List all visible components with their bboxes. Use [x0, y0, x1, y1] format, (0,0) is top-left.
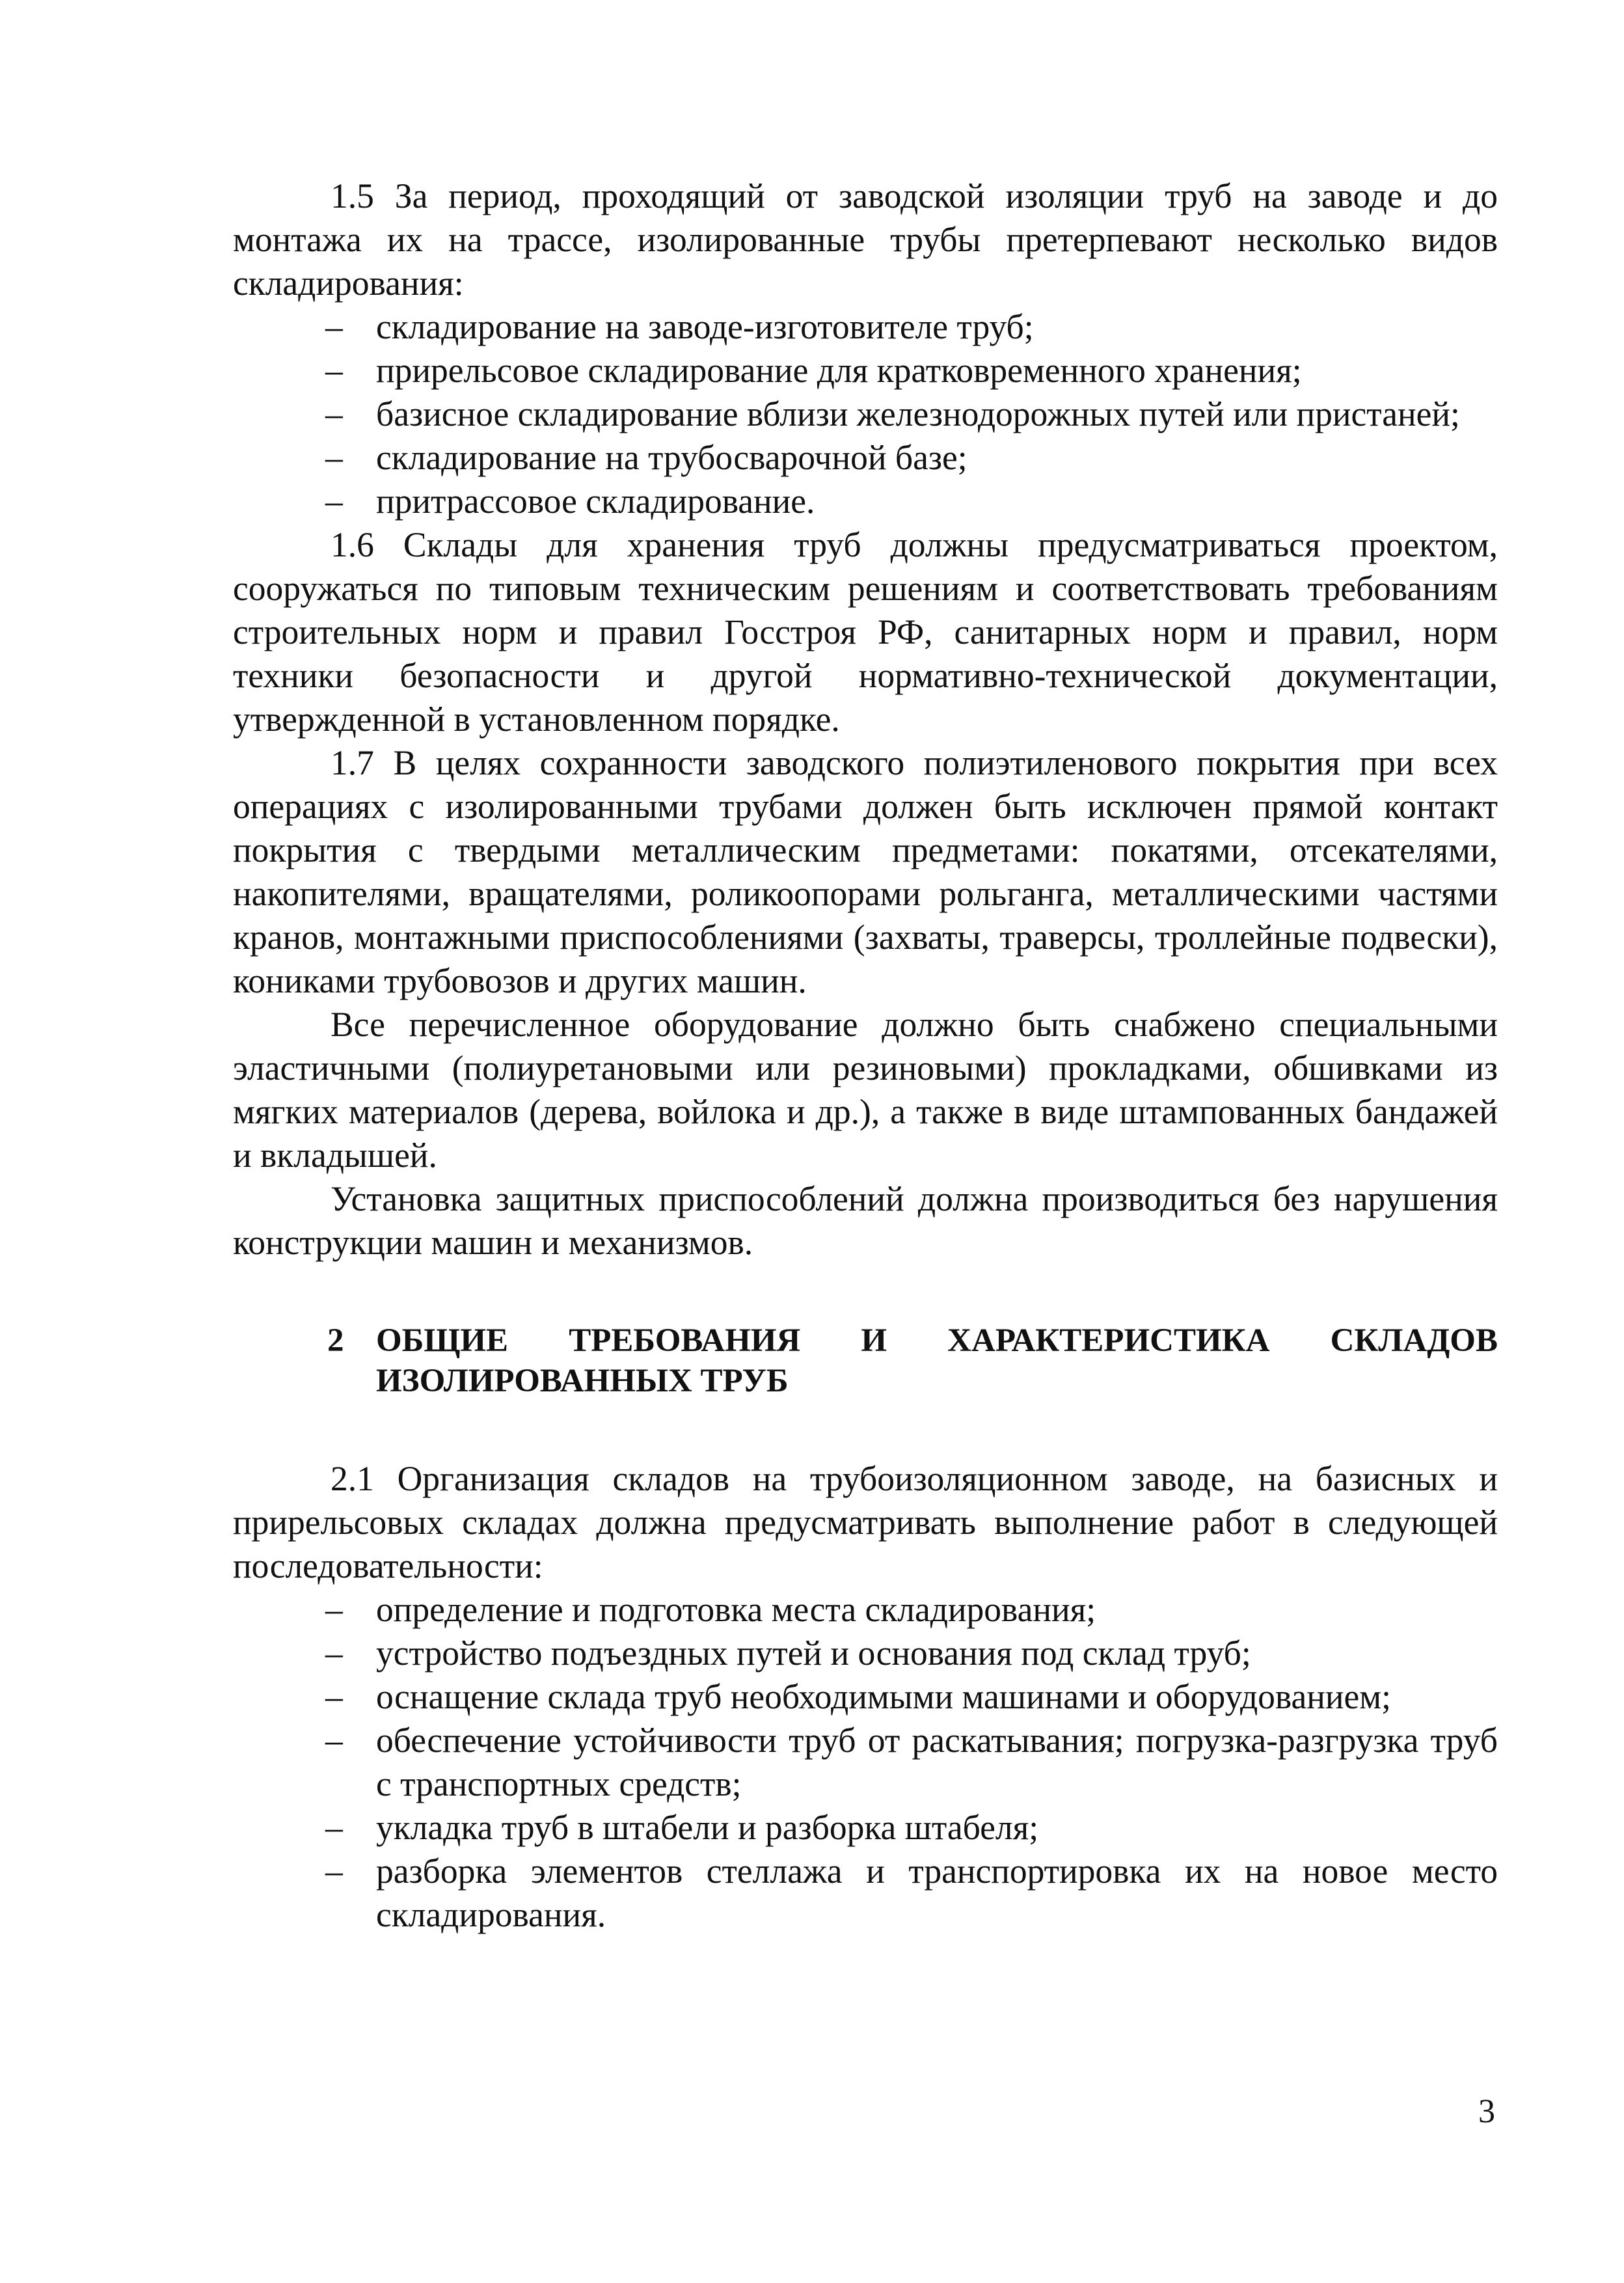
- storage-types-list: [233, 305, 1498, 523]
- list-item-text: определение и подготовка места складирования;: [376, 1590, 1096, 1629]
- dash-marker: –: [325, 438, 343, 477]
- dash-marker: –: [325, 1852, 343, 1891]
- paragraph-install: Установка защитных приспособлений должна производиться без нарушения конструкции машин и механизмов.: [233, 1179, 1498, 1262]
- list-item-text: притрассовое складирование.: [376, 482, 815, 521]
- list-item-text: обеспечение устойчивости труб от раскатывания; погрузка-разгрузка труб с транспортных средств;: [376, 1721, 1498, 1803]
- list-item: [233, 1588, 1498, 1632]
- list-item-text: укладка труб в штабели и разборка штабеля;: [376, 1808, 1039, 1847]
- list-item: [233, 436, 1498, 480]
- dash-marker: –: [325, 394, 343, 433]
- list-item-text: складирование на трубосварочной базе;: [376, 438, 968, 477]
- paragraph-1-5: 1.5 За период, проходящий от заводской изоляции труб на заводе и до монтажа их на трассе, изолированные трубы претерпевают несколько видов складирования:: [233, 176, 1498, 303]
- dash-marker: –: [325, 1634, 343, 1673]
- list-item: [233, 1850, 1498, 1937]
- paragraph-2-1: 2.1 Организация складов на трубоизоляционном заводе, на базисных и прирельсовых складах должна предусматривать выполнение работ в следующей последовательности:: [233, 1459, 1498, 1585]
- section-title: ОБЩИЕ ТРЕБОВАНИЯ И ХАРАКТЕРИСТИКА СКЛАДОВ ИЗОЛИРОВАННЫХ ТРУБ: [376, 1322, 1498, 1399]
- dash-marker: –: [325, 1677, 343, 1716]
- list-item: [233, 349, 1498, 392]
- dash-marker: –: [325, 351, 343, 390]
- dash-marker: –: [325, 1808, 343, 1847]
- list-item-text: прирельсовое складирование для кратковременного хранения;: [376, 351, 1302, 390]
- list-item: [233, 392, 1498, 436]
- paragraph-equipment: Все перечисленное оборудование должно быть снабжено специальными эластичными (полиуретановыми или резиновыми) прокладками, обшивками из мягких материалов (дерева, войлока и др.), а также в виде штампованных бандажей и вкладышей.: [233, 1005, 1498, 1175]
- list-item-text: разборка элементов стеллажа и транспортировка их на новое место складирования.: [376, 1852, 1498, 1934]
- list-item: [233, 1632, 1498, 1675]
- paragraph-1-6: 1.6 Склады для хранения труб должны предусматриваться проектом, сооружаться по типовым техническим решениям и соответствовать требованиям строительных норм и правил Госстроя РФ, санитарных норм и правил, норм техники безопасности и другой нормативно-технической документации, утвержденной в установленном порядке.: [233, 525, 1498, 739]
- dash-marker: –: [325, 307, 343, 346]
- paragraph-1-7: 1.7 В целях сохранности заводского полиэтиленового покрытия при всех операциях с изолированными трубами должен быть исключен прямой контакт покрытия с твердыми металлическим предметами: покатями, отсекателями, накопителями, вращателями, роликоопорами рольганга, металлическими частями кранов, монтажными приспособлениями (захваты, траверсы, троллейные подвески), кониками трубовозов и других машин.: [233, 743, 1498, 1000]
- list-item-text: базисное складирование вблизи железнодорожных путей или пристаней;: [376, 394, 1460, 433]
- list-item: [233, 480, 1498, 523]
- document-page: [233, 174, 1498, 1937]
- section-2-heading: [233, 1320, 1498, 1401]
- list-item-text: складирование на заводе-изготовителе труб;: [376, 307, 1034, 346]
- dash-marker: –: [325, 482, 343, 521]
- section-number: 2: [327, 1322, 344, 1359]
- dash-marker: –: [325, 1590, 343, 1629]
- list-item: [233, 1806, 1498, 1850]
- dash-marker: –: [325, 1721, 343, 1760]
- list-item: [233, 1675, 1498, 1719]
- list-item-text: устройство подъездных путей и основания под склад труб;: [376, 1634, 1251, 1673]
- list-item: [233, 305, 1498, 349]
- list-item-text: оснащение склада труб необходимыми машинами и оборудованием;: [376, 1677, 1391, 1716]
- list-item: [233, 1719, 1498, 1806]
- work-sequence-list: [233, 1588, 1498, 1937]
- page-number: 3: [1478, 2093, 1495, 2130]
